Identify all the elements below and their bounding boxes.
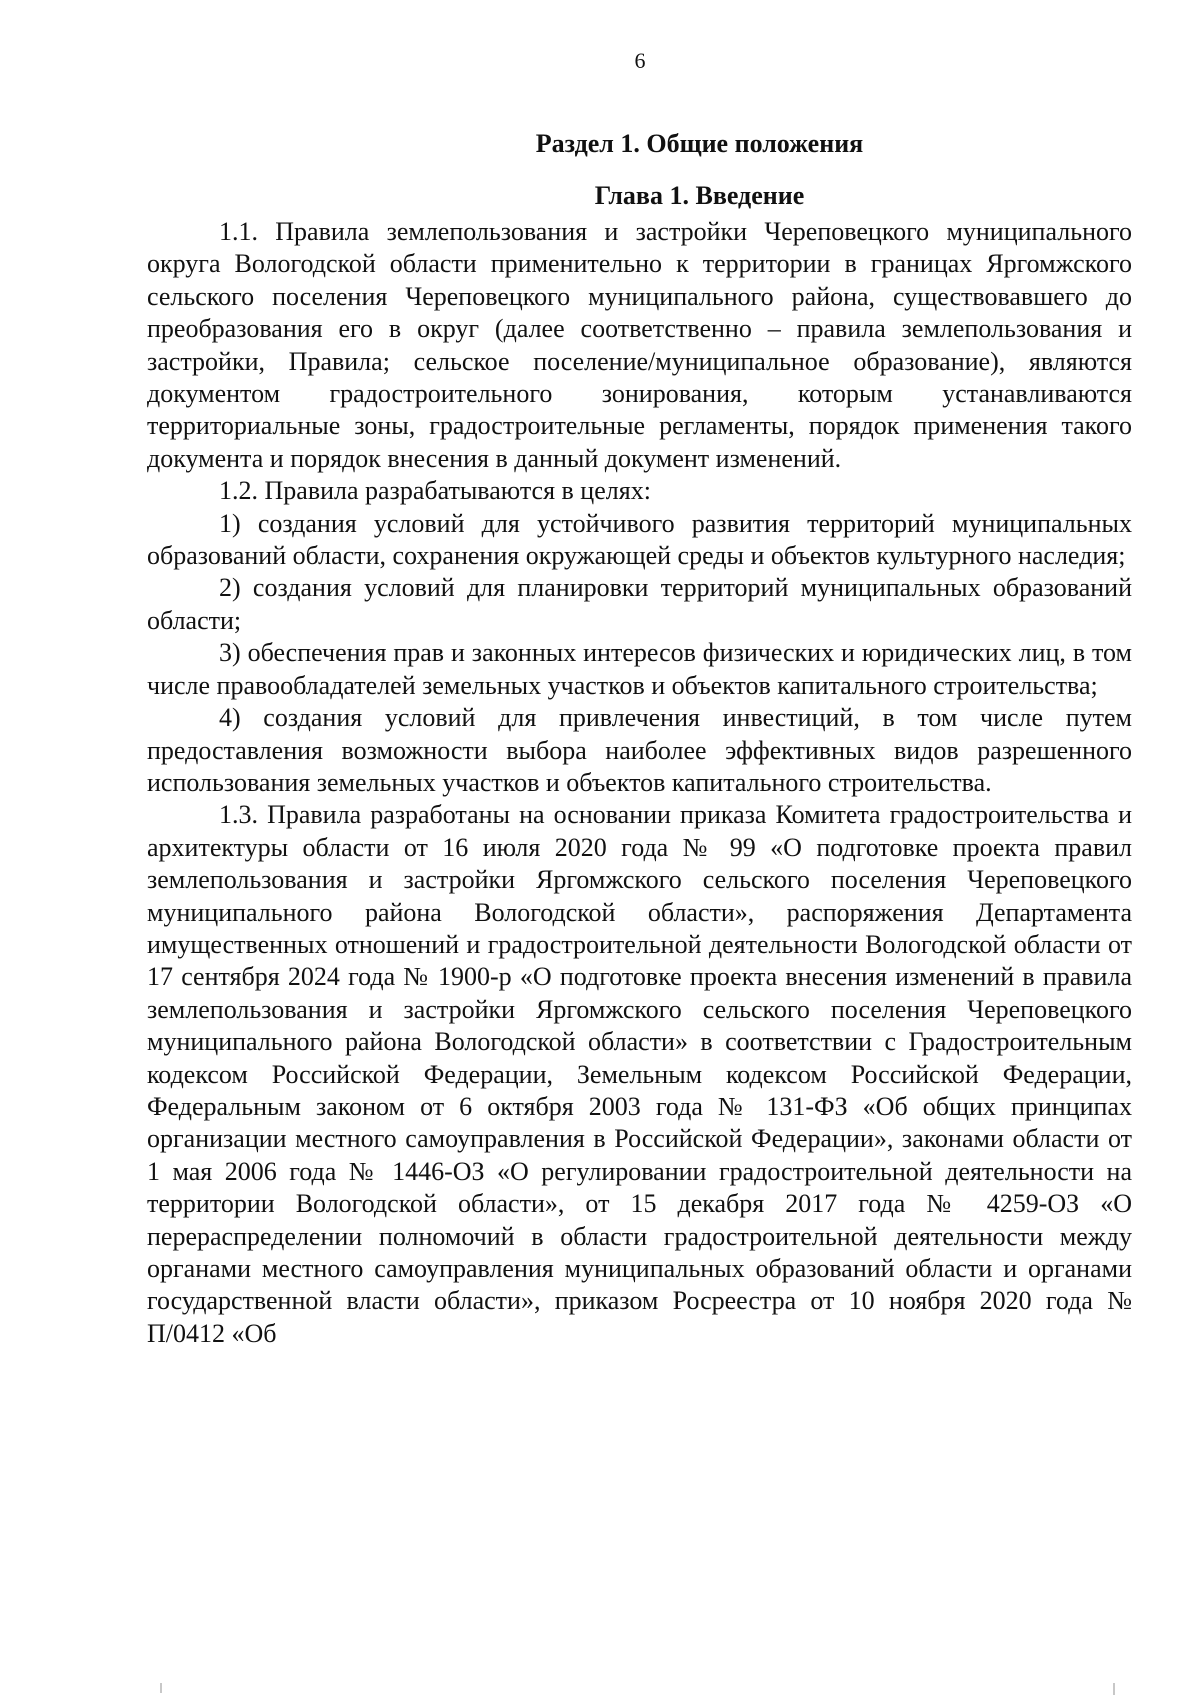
page-number: 6 — [634, 48, 646, 73]
scan-edge-mark-right — [1113, 1683, 1115, 1695]
paragraph-1-3: 1.3. Правила разработаны на основании приказа Комитета градостроительства и архитектуры области от 16 июля 2020 года № 99 «О подготовке проекта правил землепользования и застройки Яргомжского сельского поселения Череповецкого муниципального района Вологодской области», распоряжения Департамента имущественных отношений и градостроительной деятельности Вологодской области от 17 сентября 2024 года № 1900-р «О подготовке проекта внесения изменений в правила землепользования и застройки Яргомжского сельского поселения Череповецкого муниципального района Вологодской области» в соответствии с Градостроительным кодексом Российской Федерации, Земельным кодексом Российской Федерации, Федеральным законом от 6 октября 2003 года № 131-ФЗ «Об общих принципах организации местного самоуправления в Российской Федерации», законами области от 1 мая 2006 года № 1446-ОЗ «О регулировании градостроительной деятельности на территории Вологодской области», от 15 декабря 2017 года № 4259-ОЗ «О перераспределении полномочий в области градостроительной деятельности между органами местного самоуправления муниципальных образований области и органами государственной власти области», приказом Росреестра от 10 ноября 2020 года № П/0412 «Об — [147, 800, 1132, 1348]
list-item-3: 3) обеспечения прав и законных интересов физических и юридических лиц, в том числе правообладателей земельных участков и объектов капитального строительства; — [147, 638, 1132, 700]
section-title: Раздел 1. Общие положения — [535, 129, 864, 158]
paragraph-1-2: 1.2. Правила разрабатываются в целях: — [219, 476, 651, 506]
paragraph-1-1: 1.1. Правила землепользования и застройки Череповецкого муниципального округа Вологодской области применительно к территории в границах Яргомжского сельского поселения Череповецкого муниципального района, существовавшего до преобразования его в округ (далее соответственно – правила землепользования и застройки, Правила; сельское поселение/муниципальное образование), являются документом градостроительного зонирования, которым устанавливаются территориальные зоны, градостроительные регламенты, порядок применения такого документа и порядок внесения в данный документ изменений. — [147, 217, 1132, 473]
scan-edge-mark-left — [160, 1683, 162, 1693]
list-item-1: 1) создания условий для устойчивого развития территорий муниципальных образований области, сохранения окружающей среды и объектов культурного наследия; — [147, 508, 1132, 571]
list-item-4: 4) создания условий для привлечения инвестиций, в том числе путем предоставления возможности выбора наиболее эффективных видов разрешенного использования земельных участков и объектов капитального строительства. — [147, 703, 1132, 797]
list-item-2: 2) создания условий для планировки территорий муниципальных образований области; — [147, 573, 1132, 635]
document-body — [147, 128, 1132, 1350]
chapter-title: Глава 1. Введение — [594, 181, 805, 210]
